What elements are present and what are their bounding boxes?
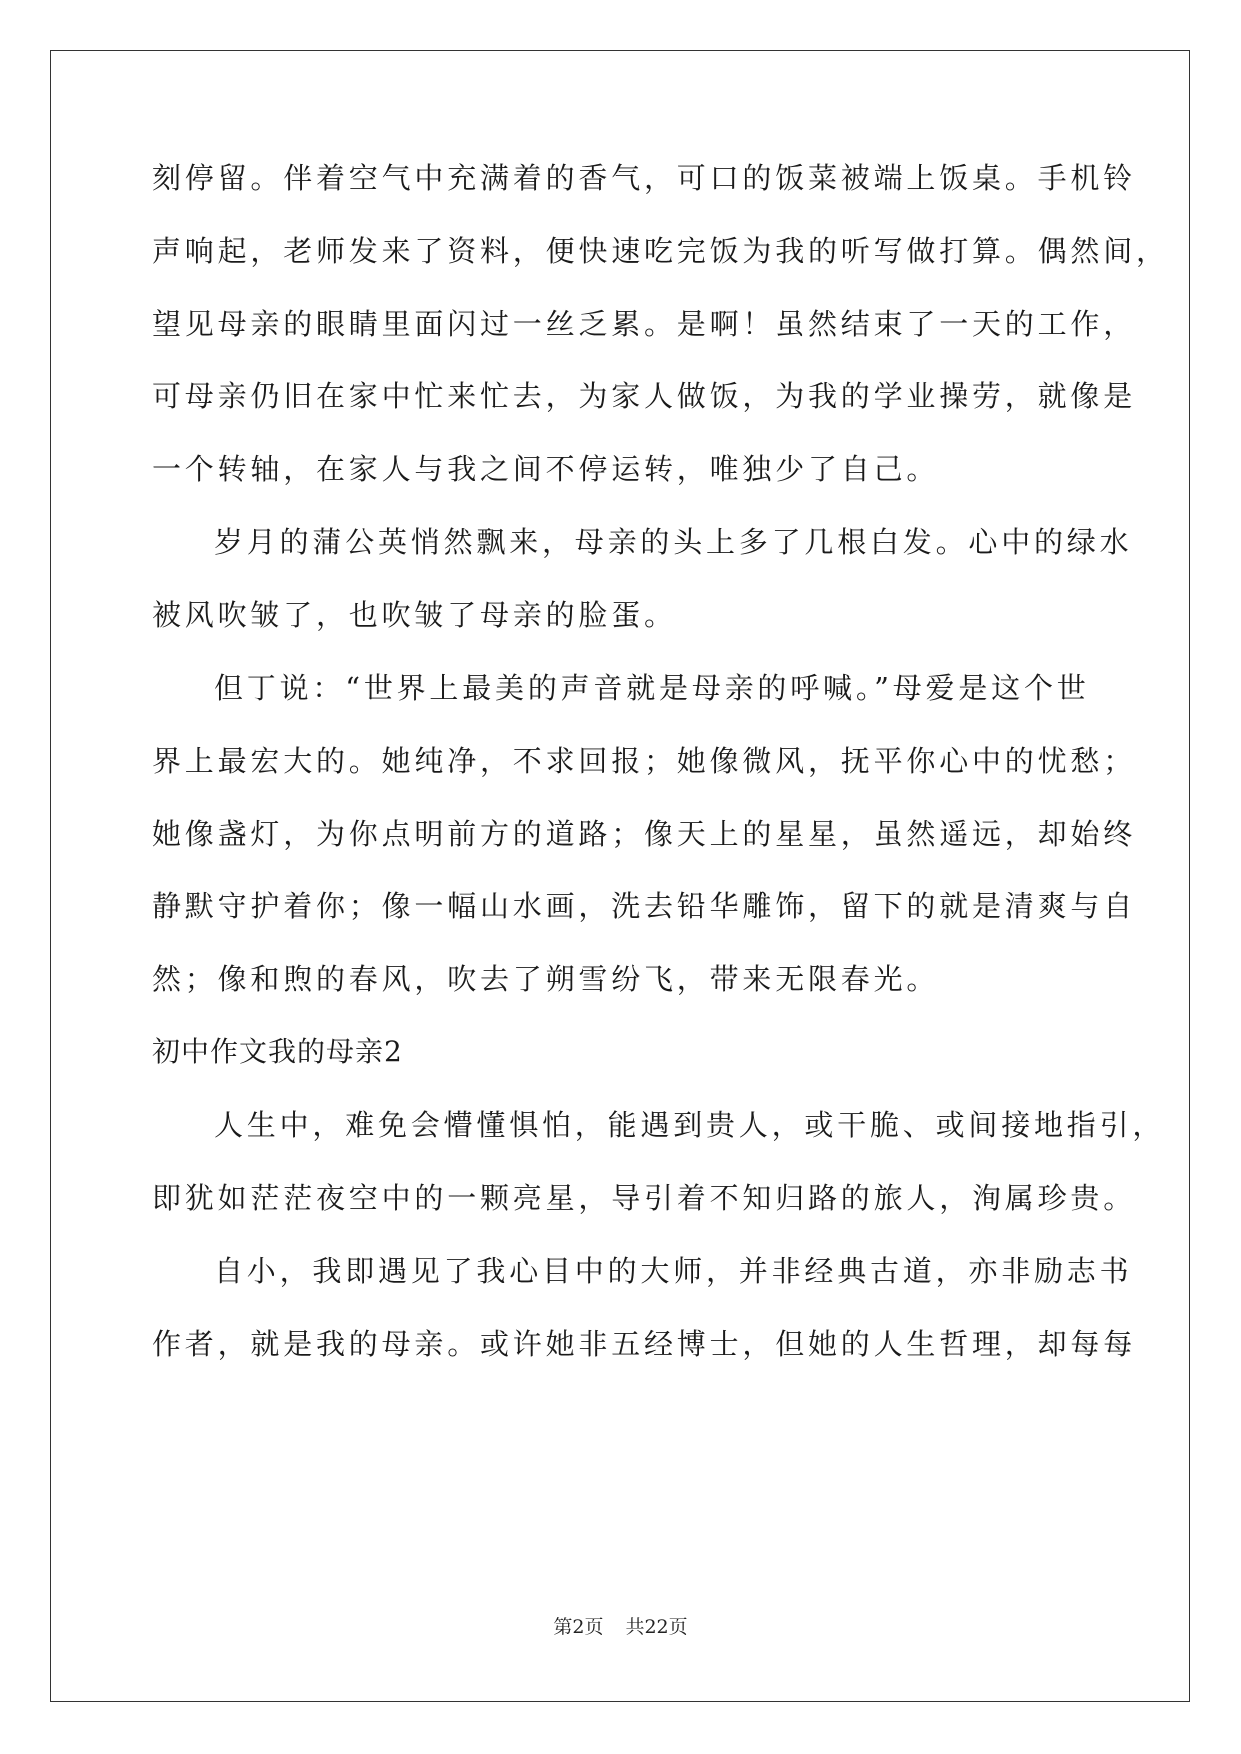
section-heading: 初中作文我的母亲2 <box>152 1035 403 1068</box>
text-line: 作者，就是我的母亲。或许她非五经博士，但她的人生哲理，却每每 <box>152 1327 1137 1361</box>
text-line: 刻停留。伴着空气中充满着的香气，可口的饭菜被端上饭桌。手机铃 <box>152 161 1137 195</box>
paragraph-start: 自小，我即遇见了我心目中的大师，并非经典古道，亦非励志书 <box>214 1254 1133 1288</box>
text-line: 望见母亲的眼睛里面闪过一丝乏累。是啊！虽然结束了一天的工作， <box>152 307 1137 341</box>
paragraph-start: 岁月的蒲公英悄然飘来，母亲的头上多了几根白发。心中的绿水 <box>214 525 1133 559</box>
page-total: 共22页 <box>625 1616 688 1638</box>
text-line: 她像盏灯，为你点明前方的道路；像天上的星星，虽然遥远，却始终 <box>152 817 1137 851</box>
text-line: 即犹如茫茫夜空中的一颗亮星，导引着不知归路的旅人，洵属珍贵。 <box>152 1181 1137 1215</box>
text-line: 然；像和煦的春风，吹去了朔雪纷飞，带来无限春光。 <box>152 962 940 996</box>
text-line: 声响起，老师发来了资料，便快速吃完饭为我的听写做打算。偶然间， <box>152 234 1169 268</box>
paragraph-start: 但丁说：“世界上最美的声音就是母亲的呼喊。”母爱是这个世 <box>214 671 1090 705</box>
page-frame <box>50 50 1190 1702</box>
text-line: 一个转轴，在家人与我之间不停运转，唯独少了自己。 <box>152 452 940 486</box>
text-line: 静默守护着你；像一幅山水画，洗去铅华雕饰，留下的就是清爽与自 <box>152 889 1137 923</box>
text-line: 可母亲仍旧在家中忙来忙去，为家人做饭，为我的学业操劳，就像是 <box>152 379 1137 413</box>
text-line: 被风吹皱了，也吹皱了母亲的脸蛋。 <box>152 598 677 632</box>
page-number: 第2页 <box>553 1616 604 1638</box>
paragraph-start: 人生中，难免会懵懂惧怕，能遇到贵人，或干脆、或间接地指引， <box>214 1108 1166 1142</box>
page-footer <box>0 1612 1241 1639</box>
text-line: 界上最宏大的。她纯净，不求回报；她像微风，抚平你心中的忧愁； <box>152 744 1137 778</box>
